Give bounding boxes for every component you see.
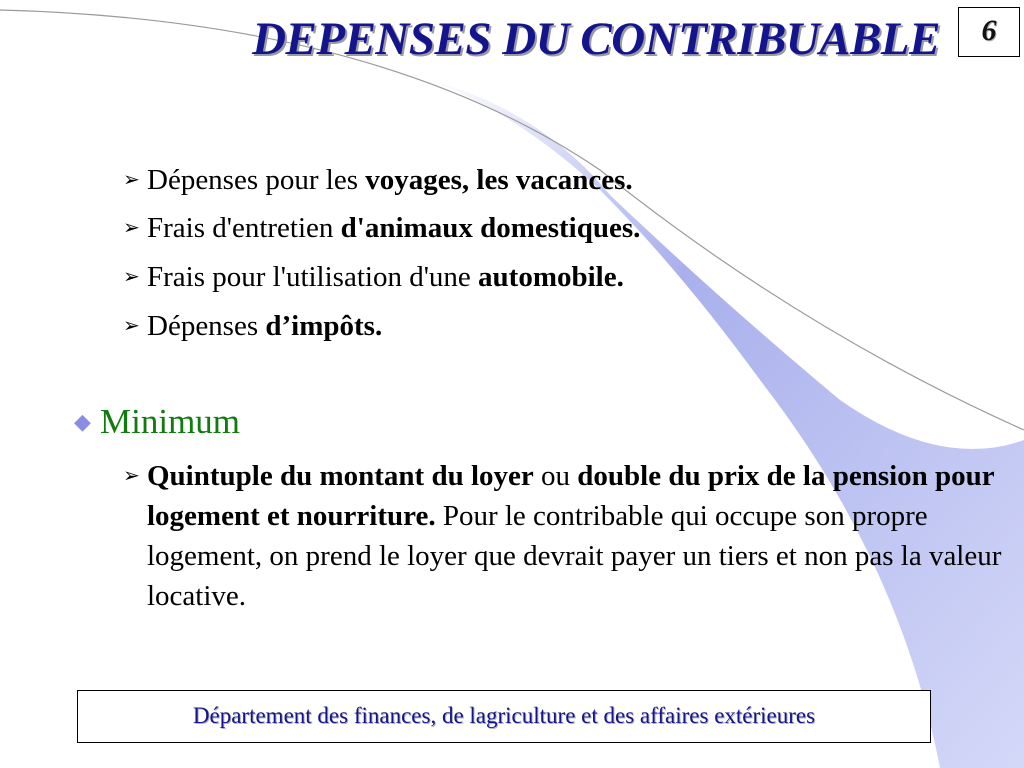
diamond-bullet-icon: ◆ — [74, 409, 91, 434]
list-item-text — [147, 257, 624, 297]
plain-text-2: Pour le contribable qui occupe son propre logement, on prend le loyer que devrait payer un tiers et non pas la valeur locative. — [147, 500, 1002, 612]
list-item-automobile — [123, 257, 624, 297]
list-item-bold: voyages, les vacances. — [365, 164, 633, 196]
page-number: 6 — [958, 7, 1020, 57]
list-item-bold: d’impôts. — [265, 310, 383, 342]
list-item-taxes — [123, 306, 382, 346]
level1-label: Minimum — [100, 402, 241, 441]
arrow-bullet-icon: ➢ — [123, 217, 140, 239]
list-item-text — [147, 160, 633, 200]
list-item-bold: d'animaux domestiques. — [340, 212, 641, 244]
arrow-bullet-icon: ➢ — [123, 266, 140, 288]
list-item-plain: Frais pour l'utilisation d'une — [147, 261, 479, 293]
list-item-plain: Dépenses — [147, 310, 266, 342]
list-item-text — [147, 306, 382, 346]
list-item-vacations — [123, 160, 633, 200]
list-item-plain: Dépenses pour les — [147, 164, 366, 196]
level1-item-minimum — [74, 400, 240, 444]
list-item-minimum-detail — [123, 456, 1007, 616]
bold-text-1: Quintuple du montant du loyer — [147, 460, 534, 492]
list-item-bold: automobile. — [478, 261, 624, 293]
list-item-text — [147, 208, 640, 248]
arrow-bullet-icon: ➢ — [123, 465, 140, 487]
footer-box: Département des finances, de lagriculture et des affaires extérieures — [77, 690, 931, 743]
paragraph-text — [147, 456, 1007, 616]
list-item-plain: Frais d'entretien — [147, 212, 341, 244]
bold-text-2: double du prix de la pension pour logement et nourriture. — [147, 460, 995, 532]
arrow-bullet-icon: ➢ — [123, 169, 140, 191]
plain-text-1: ou — [533, 460, 578, 492]
list-item-pets — [123, 208, 640, 248]
slide-title: DEPENSES DU CONTRIBUABLE — [252, 13, 940, 65]
arrow-bullet-icon: ➢ — [123, 315, 140, 337]
